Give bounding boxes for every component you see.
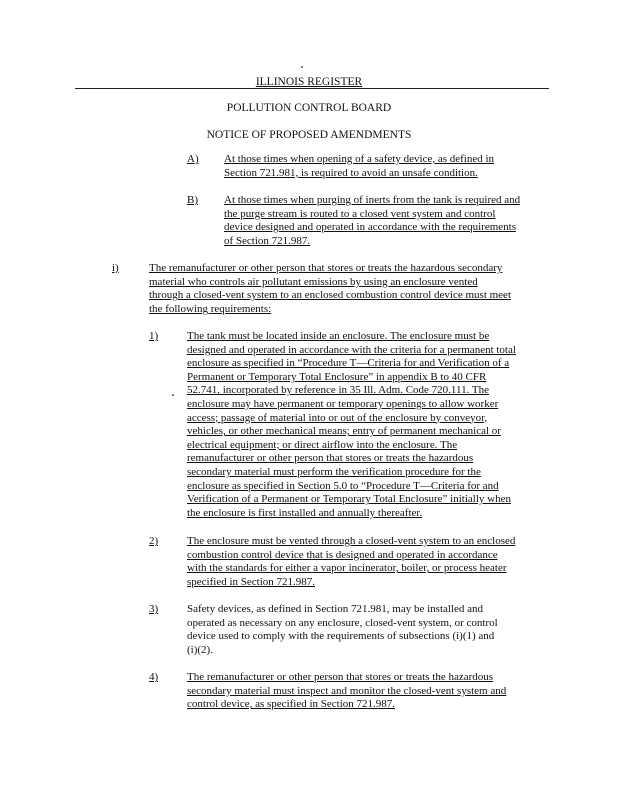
text-line: Permanent or Temporary Total Enclosure” in appendix B to 40 CFR [187, 370, 487, 383]
text-line: enclosure as specified in Section 5.0 to “Procedure T—Criteria for and [187, 479, 499, 492]
text-line: remanufacturer or other person that stores or treats the hazardous [187, 452, 474, 465]
item-text-4 [187, 671, 555, 712]
text-line: control device, as specified in Section 721.987. [187, 698, 396, 711]
text-line: electrical equipment; or direct airflow into the enclosure. The [187, 438, 458, 451]
item-label-1: 1) [149, 330, 159, 342]
item-label-b: B) [187, 194, 198, 206]
text-line: Verification of a Permanent or Temporary Total Enclosure” initially when [187, 493, 511, 506]
register-heading [0, 75, 618, 89]
text-line: enclosure as specified in “Procedure T—Criteria for and Verification of a [187, 357, 510, 370]
section-text-i [149, 262, 554, 316]
header-rule [75, 88, 549, 89]
text-line: device used to comply with the requirements of subsections (i)(1) and [187, 630, 495, 643]
text-line: designed and operated in accordance with the criteria for a permanent total [187, 343, 516, 356]
text-line: At those times when opening of a safety device, as defined in [224, 153, 495, 165]
text-line: The remanufacturer or other person that stores or treats the hazardous secondary [149, 262, 503, 274]
text-line: secondary material must inspect and monitor the closed-vent system and [187, 684, 507, 697]
text-line: The remanufacturer or other person that stores or treats the hazardous [187, 671, 494, 683]
text-line: At those times when purging of inerts from the tank is required and [224, 194, 521, 206]
text-line: specified in Section 721.987. [187, 575, 316, 588]
register-title: ILLINOIS REGISTER [255, 76, 363, 88]
text-line: operated as necessary on any enclosure, closed-vent system, or control [187, 616, 498, 629]
board-title: POLLUTION CONTROL BOARD [226, 102, 392, 114]
text-line: Safety devices, as defined in Section 721.981, may be installed and [187, 603, 484, 615]
text-line: the enclosure is first installed and annually thereafter. [187, 506, 423, 519]
text-line: enclosure may have permanent or temporary openings to allow worker [187, 397, 499, 410]
text-line: the following requirements: [149, 302, 272, 315]
scan-speck [172, 394, 174, 396]
text-line: (i)(2). [187, 643, 213, 656]
text-line: vehicles, or other mechanical means; entry of permanent mechanical or [187, 425, 501, 438]
text-line: of Section 721.987. [224, 234, 311, 247]
text-line: Section 721.981, is required to avoid an unsafe condition. [224, 166, 478, 179]
item-text-b [224, 194, 554, 248]
text-line: The tank must be located inside an enclosure. The enclosure must be [187, 330, 490, 342]
item-label-4: 4) [149, 671, 159, 683]
text-line: through a closed-vent system to an enclosed combustion control device must meet [149, 289, 511, 302]
section-label-i: i) [112, 262, 119, 274]
item-label-2: 2) [149, 535, 159, 547]
item-text-2 [187, 535, 555, 589]
text-line: 52.741, incorporated by reference in 35 Ill. Adm. Code 720.111. The [187, 384, 490, 397]
text-line: combustion control device that is designed and operated in accordance [187, 548, 498, 561]
item-text-1 [187, 330, 555, 520]
scan-speck [301, 66, 303, 68]
item-label-3: 3) [149, 603, 159, 615]
text-line: the purge stream is routed to a closed vent system and control [224, 207, 496, 220]
text-line: access; passage of material into or out of the enclosure by conveyor, [187, 411, 488, 424]
text-line: secondary material must perform the verification procedure for the [187, 465, 481, 478]
text-line: with the standards for either a vapor incinerator, boiler, or process heater [187, 562, 507, 575]
item-label-a: A) [187, 153, 199, 165]
text-line: The enclosure must be vented through a closed-vent system to an enclosed [187, 535, 516, 547]
text-line: device designed and operated in accordance with the requirements [224, 221, 516, 234]
text-line: material who controls air pollutant emissions by using an enclosure vented [149, 275, 478, 288]
notice-title: NOTICE OF PROPOSED AMENDMENTS [206, 129, 412, 141]
item-text-a [224, 153, 554, 180]
item-text-3 [187, 603, 555, 657]
